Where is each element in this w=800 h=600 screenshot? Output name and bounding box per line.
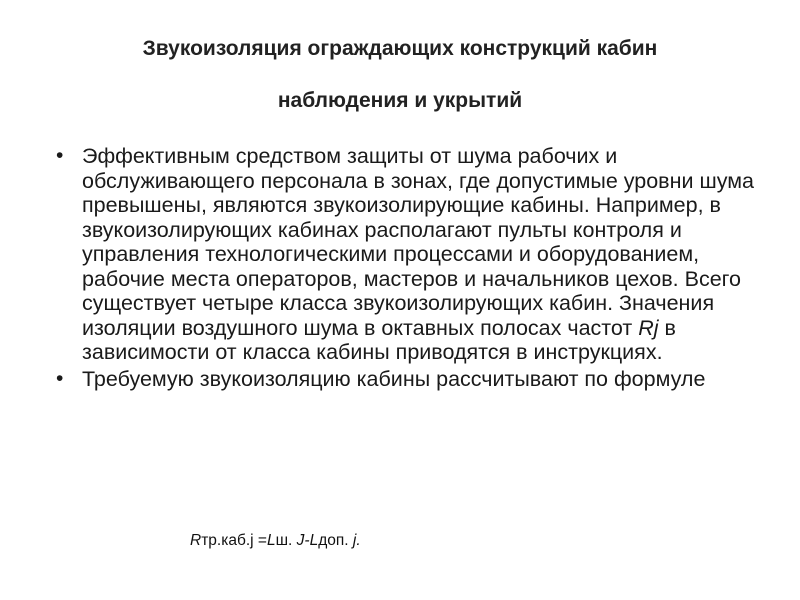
formula-part: j. xyxy=(352,532,361,549)
bullet-text: Требуемую звукоизоляцию кабины рассчитывают по формуле xyxy=(82,366,706,391)
bullet-item-1 xyxy=(56,144,756,365)
bullet-list xyxy=(56,144,756,391)
formula-part: J-L xyxy=(296,532,319,549)
slide-title-line-2: наблюдения и укрытий xyxy=(277,89,523,112)
formula-part: доп. xyxy=(318,532,353,549)
formula xyxy=(190,531,361,551)
bullet-text-symbol: Rj xyxy=(638,315,659,340)
formula-part: R xyxy=(190,532,202,549)
formula-part: тр.каб.j = xyxy=(201,532,267,549)
formula-part: ш. xyxy=(275,532,297,549)
bullet-icon: • xyxy=(56,366,64,390)
formula-part: L xyxy=(266,532,276,549)
bullet-text-part: в зависимости от класса кабины приводятся в инструкциях. xyxy=(82,315,676,364)
slide-title-line-1: Звукоизоляция ограждающих конструкций кабин xyxy=(142,37,658,60)
bullet-item-2 xyxy=(56,367,756,392)
bullet-icon: • xyxy=(56,144,64,167)
bullet-text-part: Эффективным средством защиты от шума рабочих и обслуживающего персонала в зонах, где допустимые уровни шума превышены, являются звукоизолирующие кабины. Например, в звукоизолирующих кабинах располагают пульты контроля и управления технологическими процессами и оборудованием, рабочие места операторов, мастеров и начальников цехов. Всего существует четыре класса звукоизолирующих кабин. Значения изоляции воздушного шума в октавных полосах частот xyxy=(82,144,754,340)
bullet-text xyxy=(82,144,756,365)
